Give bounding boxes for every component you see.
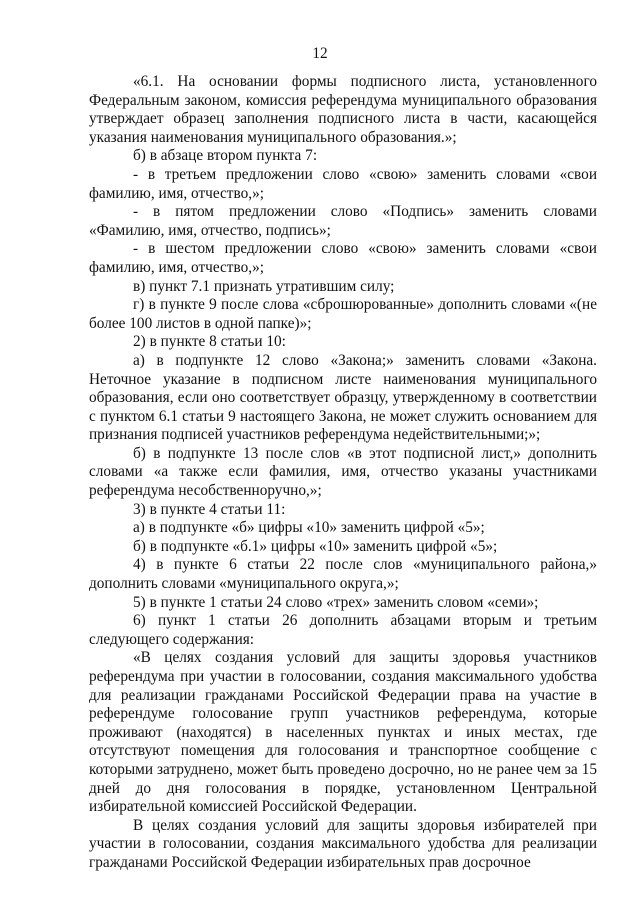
paragraph-quote-referendum: «В целях создания условий для защиты здоровья участников референдума при участии в голосовании, создания максимального удобства для реализации гражданами Российской Федерации права на участие в референдуме голосование групп участников референдума, которые проживают (находятся) в населенных пунктах и иных местах, где отсутствуют помещения для голосования и транспортное сообщение с которыми затруднено, может быть проведено досрочно, но не ранее чем за 15 дней до дня голосования в порядке, установленном Центральной избирательной комиссией Российской Федерации. — [89, 649, 597, 816]
paragraph-4-art-22: 4) в пункте 6 статьи 22 после слов «муниципального района,» дополнить словами «муниципального округа,»; — [89, 556, 597, 593]
paragraph-fifth-sentence: - в пятом предложении слово «Подпись» заменить словами «Фамилию, имя, отчество, подпись»; — [89, 203, 597, 239]
paragraph-2-art-10: 2) в пункте 8 статьи 10: — [133, 333, 286, 351]
document-body — [89, 73, 597, 873]
paragraph-b-13: б) в подпункте 13 после слов «в этот подписной лист,» дополнить словами «а также если фамилия, имя, отчество указаны участниками референдума несобственноручно,»; — [89, 444, 597, 500]
paragraph-5-art-24: 5) в пункте 1 статьи 24 слово «трех» заменить словом «семи»; — [133, 593, 539, 611]
paragraph-b-abzac: б) в абзаце втором пункта 7: — [133, 147, 318, 165]
paragraph-b-b1: б) в подпункте «б.1» цифры «10» заменить цифрой «5»; — [133, 537, 498, 555]
paragraph-sixth-sentence: - в шестом предложении слово «свою» заменить словами «свои фамилию, имя, отчество,»; — [89, 240, 597, 276]
paragraph-third-sentence: - в третьем предложении слово «свою» заменить словами «свои фамилию, имя, отчество,»; — [89, 165, 597, 202]
paragraph-g-9: г) в пункте 9 после слова «сброшюрованные» дополнить словами «(не более 100 листов в одной папке)»; — [89, 296, 597, 332]
paragraph-quote-voters: В целях создания условий для защиты здоровья избирателей при участии в голосовании, создания максимального удобства для реализации гражданами Российской Федерации избирательных прав досрочное — [89, 816, 597, 871]
paragraph-a-b: а) в подпункте «б» цифры «10» заменить цифрой «5»; — [133, 519, 485, 537]
paragraph-a-12: а) в подпункте 12 слово «Закона;» заменить словами «Закона. Неточное указание в подписном листе наименования муниципального образования, если оно соответствует образцу, утвержденному в соответствии с пунктом 6.1 статьи 9 настоящего Закона, не может служить основанием для признания подписей участников референдума недействительными;»; — [89, 351, 597, 444]
paragraph-6-art-26: 6) пункт 1 статьи 26 дополнить абзацами вторым и третьим следующего содержания: — [89, 612, 597, 648]
paragraph-6-1: «6.1. На основании формы подписного листа, установленного Федеральным законом, комиссия референдума муниципального образования утверждает образец заполнения подписного листа в части, касающейся указания наименования муниципального образования.»; — [89, 73, 597, 146]
paragraph-3-art-11: 3) в пункте 4 статьи 11: — [133, 500, 286, 518]
page-number: 12 — [312, 45, 328, 62]
paragraph-v-7-1: в) пункт 7.1 признать утратившим силу; — [133, 277, 395, 295]
